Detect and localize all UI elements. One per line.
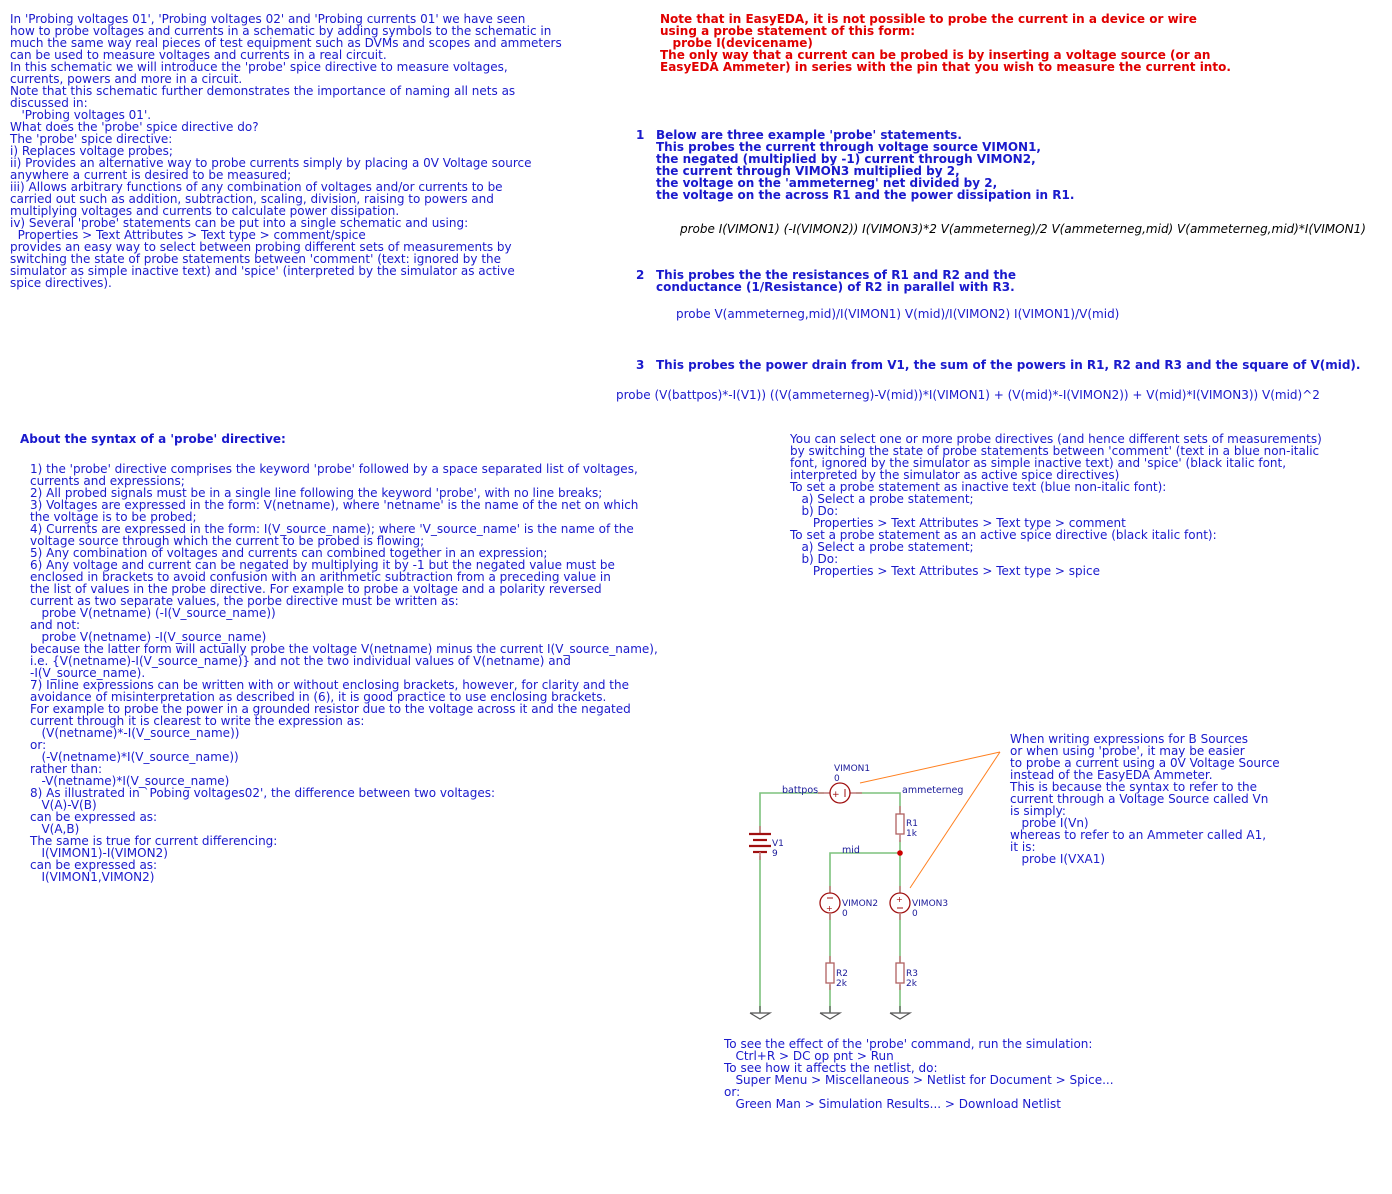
- bsource-note-text[interactable]: [1010, 733, 1280, 865]
- syntax-line: (V(netname)*-I(V_source_name)): [30, 726, 240, 740]
- warning-text[interactable]: [660, 13, 1231, 73]
- intro-line: Properties > Text Attributes > Text type > comment/spice: [10, 228, 366, 242]
- syntax-line: (-V(netname)*I(V_source_name)): [30, 750, 239, 764]
- intro-line: currents, powers and more in a circuit.: [10, 72, 243, 86]
- intro-line: multiplying voltages and currents to calculate power dissipation.: [10, 204, 400, 218]
- battery-v1-icon: [749, 826, 771, 860]
- syntax-line: I(VIMON1,VIMON2): [30, 870, 155, 884]
- select-help-line: Properties > Text Attributes > Text type > comment: [790, 516, 1126, 530]
- example-1-line: the negated (multiplied by -1) current through VIMON2,: [656, 152, 1036, 166]
- run-help-line: Green Man > Simulation Results... > Download Netlist: [724, 1097, 1061, 1111]
- run-help-text[interactable]: [724, 1038, 1114, 1110]
- syntax-line: The same is true for current differencing:: [30, 834, 278, 848]
- syntax-line: V(A)-V(B): [30, 798, 97, 812]
- junction-mid: [897, 850, 903, 856]
- intro-line: how to probe voltages and currents in a schematic by adding symbols to the schematic in: [10, 24, 552, 38]
- net-label-ammeterneg: ammeterneg: [902, 785, 964, 796]
- intro-line: In this schematic we will introduce the 'probe' spice directive to measure voltages,: [10, 60, 508, 74]
- syntax-line: i.e. {V(netname)-I(V_source_name)} and not the two individual values of V(netname) and: [30, 654, 571, 668]
- bsource-note-line: is simply:: [1010, 804, 1066, 818]
- svg-text:+: +: [826, 904, 833, 913]
- syntax-line: -V(netname)*I(V_source_name): [30, 774, 230, 788]
- example-1-line: the voltage on the across R1 and the power dissipation in R1.: [656, 188, 1075, 202]
- syntax-line: enclosed in brackets to avoid confusion with an arithmetic subtraction from a preceding value in: [30, 570, 611, 584]
- select-help-line: interpreted by the simulator as active spice directives): [790, 468, 1120, 482]
- syntax-line: the list of values in the probe directive. For example to probe a voltage and a polarity reversed: [30, 582, 602, 596]
- syntax-line: current as two separate values, the porbe directive must be written as:: [30, 594, 459, 608]
- vimon3-value: 0: [912, 909, 918, 919]
- v1-name: V1: [772, 839, 784, 849]
- bsource-note-line: it is:: [1010, 840, 1036, 854]
- bsource-note-line: This is because the syntax to refer to the: [1010, 780, 1258, 794]
- voltage-source-vimon1-icon: [818, 783, 862, 803]
- run-help-line: or:: [724, 1085, 741, 1099]
- syntax-line: 7) Inline expressions can be written with or without enclosing brackets, however, for clarity and the: [30, 678, 629, 692]
- warning-line: using a probe statement of this form:: [660, 24, 916, 38]
- run-help-line: Ctrl+R > DC op pnt > Run: [724, 1049, 894, 1063]
- intro-line: iv) Several 'probe' statements can be put into a single schematic and using:: [10, 216, 469, 230]
- v1-value: 9: [772, 849, 778, 859]
- example-1-number: 1: [636, 128, 645, 142]
- syntax-line: because the latter form will actually probe the voltage V(netname) minus the current I(V_source_name),: [30, 642, 658, 656]
- syntax-text[interactable]: [30, 463, 658, 883]
- intro-text[interactable]: [10, 13, 562, 289]
- example-1-line: the current through VIMON3 multiplied by 2,: [656, 164, 960, 178]
- intro-line: ii) Provides an alternative way to probe currents simply by placing a 0V Voltage source: [10, 156, 532, 170]
- net-label-battpos: battpos: [782, 785, 819, 796]
- syntax-line: -I(V_source_name).: [30, 666, 146, 680]
- warning-line: Note that in EasyEDA, it is not possible to probe the current in a device or wire: [660, 12, 1197, 26]
- resistor-r1-icon: [896, 806, 904, 842]
- vimon1-name: VIMON1: [834, 764, 871, 774]
- syntax-line: rather than:: [30, 762, 103, 776]
- net-label-mid: mid: [842, 845, 860, 856]
- r1-value: 1k: [906, 829, 917, 839]
- r3-name: R3: [906, 969, 918, 979]
- syntax-line: 6) Any voltage and current can be negated by multiplying it by -1 but the negated value must be: [30, 558, 615, 572]
- intro-line: much the same way real pieces of test equipment such as DVMs and scopes and ammeters: [10, 36, 562, 50]
- intro-line: provides an easy way to select between probing different sets of measurements by: [10, 240, 512, 254]
- example-2-line: conductance (1/Resistance) of R2 in parallel with R3.: [656, 280, 1015, 294]
- syntax-line: V(A,B): [30, 822, 80, 836]
- syntax-line: and not:: [30, 618, 81, 632]
- warning-line: probe I(devicename): [660, 36, 813, 50]
- resistor-r2-icon: [826, 956, 834, 990]
- voltage-source-vimon3-icon: [890, 886, 910, 920]
- intro-line: carried out such as addition, subtraction, scaling, division, raising to powers and: [10, 192, 494, 206]
- bsource-note-line: or when using 'probe', it may be easier: [1010, 744, 1245, 758]
- intro-line: Note that this schematic further demonstrates the importance of naming all nets as: [10, 84, 516, 98]
- syntax-line: or:: [30, 738, 47, 752]
- syntax-line: probe V(netname) -I(V_source_name): [30, 630, 267, 644]
- select-help-line: Properties > Text Attributes > Text type > spice: [790, 564, 1100, 578]
- intro-line: 'Probing voltages 01'.: [10, 108, 152, 122]
- bsource-note-line: probe I(VXA1): [1010, 852, 1106, 866]
- syntax-line: can be expressed as:: [30, 810, 158, 824]
- resistor-r3-icon: [896, 956, 904, 990]
- select-help-text[interactable]: [790, 433, 1322, 577]
- voltage-source-vimon2-icon: [820, 886, 840, 920]
- syntax-line: voltage source through which the current to be probed is flowing;: [30, 534, 425, 548]
- vimon2-value: 0: [842, 909, 848, 919]
- bsource-note-line: probe I(Vn): [1010, 816, 1089, 830]
- syntax-line: 8) As illustrated in `Pobing voltages02', the difference between two voltages:: [30, 786, 496, 800]
- vimon3-name: VIMON3: [912, 899, 949, 909]
- intro-line: anywhere a current is desired to be measured;: [10, 168, 292, 182]
- select-help-line: b) Do:: [790, 504, 839, 518]
- intro-line: simulator as simple inactive text) and 'spice' (interpreted by the simulator as active: [10, 264, 515, 278]
- syntax-line: the voltage is to be probed;: [30, 510, 197, 524]
- syntax-line: 1) the 'probe' directive comprises the keyword 'probe' followed by a space separated list of voltages,: [30, 462, 638, 476]
- example-3-description[interactable]: [656, 359, 1360, 371]
- syntax-line: can be expressed as:: [30, 858, 158, 872]
- intro-line: iii) Allows arbitrary functions of any combination of voltages and/or currents to be: [10, 180, 503, 194]
- example-1-description[interactable]: [656, 129, 1074, 201]
- select-help-line: font, ignored by the simulator as simple inactive text) and 'spice' (black italic font,: [790, 456, 1287, 470]
- syntax-line: I(VIMON1)-I(VIMON2): [30, 846, 168, 860]
- syntax-line: current through it is clearest to write the expression as:: [30, 714, 365, 728]
- select-help-line: a) Select a probe statement;: [790, 492, 974, 506]
- run-help-line: Super Menu > Miscellaneous > Netlist for Document > Spice...: [724, 1073, 1114, 1087]
- select-help-line: To set a probe statement as inactive text (blue non-italic font):: [790, 480, 1167, 494]
- select-help-line: You can select one or more probe directives (and hence different sets of measurements): [790, 432, 1322, 446]
- wires: [760, 793, 900, 1012]
- example-2-description[interactable]: [656, 269, 1016, 293]
- syntax-line: 5) Any combination of voltages and currents can combined together in an expression;: [30, 546, 548, 560]
- syntax-line: 2) All probed signals must be in a single line following the keyword 'probe', with no line breaks;: [30, 486, 603, 500]
- svg-text:+: +: [896, 895, 903, 904]
- intro-line: i) Replaces voltage probes;: [10, 144, 173, 158]
- svg-text:+: +: [832, 790, 840, 800]
- bsource-note-line: instead of the EasyEDA Ammeter.: [1010, 768, 1213, 782]
- bsource-note-line: current through a Voltage Source called Vn: [1010, 792, 1269, 806]
- intro-line: discussed in:: [10, 96, 88, 110]
- example-3-line: This probes the power drain from V1, the sum of the powers in R1, R2 and R3 and the square of V(mid).: [656, 358, 1361, 372]
- example-1-line: This probes the current through voltage source VIMON1,: [656, 140, 1041, 154]
- run-help-line: To see the effect of the 'probe' command, run the simulation:: [724, 1037, 1093, 1051]
- select-help-line: by switching the state of probe statements between 'comment' (text in a blue non-italic: [790, 444, 1320, 458]
- syntax-line: 4) Currents are expressed in the form: I(V_source_name); where 'V_source_name' is the name of the: [30, 522, 634, 536]
- syntax-line: currents and expressions;: [30, 474, 185, 488]
- syntax-line: avoidance of misinterpretation as described in (6), it is good practice to use enclosing brackets.: [30, 690, 607, 704]
- vimon1-value: 0: [834, 774, 840, 784]
- intro-line: can be used to measure voltages and currents in a real circuit.: [10, 48, 387, 62]
- bsource-note-line: whereas to refer to an Ammeter called A1,: [1010, 828, 1267, 842]
- r2-value: 2k: [836, 979, 847, 989]
- r2-name: R2: [836, 969, 848, 979]
- example-1-probe-statement[interactable]: probe I(VIMON1) (-I(VIMON2)) I(VIMON3)*2 V(ammeterneg)/2 V(ammeterneg,mid) V(ammeterneg,mid)*I(VIMON1): [680, 222, 1366, 236]
- syntax-line: probe V(netname) (-I(V_source_name)): [30, 606, 276, 620]
- annotation-lines: [860, 752, 1000, 888]
- intro-line: In 'Probing voltages 01', 'Probing voltages 02' and 'Probing currents 01' we have seen: [10, 12, 526, 26]
- example-1-line: the voltage on the 'ammeterneg' net divided by 2,: [656, 176, 998, 190]
- intro-line: spice directives).: [10, 276, 112, 290]
- intro-line: What does the 'probe' spice directive do?: [10, 120, 259, 134]
- intro-line: switching the state of probe statements between 'comment' (text: ignored by the: [10, 252, 502, 266]
- example-3-probe-statement[interactable]: probe (V(battpos)*-I(V1)) ((V(ammeterneg)-V(mid))*I(VIMON1) + (V(mid)*-I(VIMON2)) + V(mid)*I(VIMON3)) V(mid)^2: [616, 388, 1320, 402]
- warning-line: EasyEDA Ammeter) in series with the pin that you wish to measure the current into.: [660, 60, 1231, 74]
- run-help-line: To see how it affects the netlist, do:: [724, 1061, 938, 1075]
- bsource-note-line: When writing expressions for B Sources: [1010, 732, 1249, 746]
- ground-icon: [750, 1006, 910, 1019]
- example-2-probe-statement[interactable]: probe V(ammeterneg,mid)/I(VIMON1) V(mid)/I(VIMON2) I(VIMON1)/V(mid): [676, 307, 1120, 321]
- example-2-line: This probes the the resistances of R1 and R2 and the: [656, 268, 1016, 282]
- intro-line: The 'probe' spice directive:: [10, 132, 173, 146]
- select-help-line: To set a probe statement as an active spice directive (black italic font):: [790, 528, 1217, 542]
- r3-value: 2k: [906, 979, 917, 989]
- select-help-line: b) Do:: [790, 552, 839, 566]
- example-1-line: Below are three example 'probe' statements.: [656, 128, 962, 142]
- select-help-line: a) Select a probe statement;: [790, 540, 974, 554]
- syntax-heading[interactable]: About the syntax of a 'probe' directive:: [20, 432, 286, 446]
- syntax-line: For example to probe the power in a grounded resistor due to the voltage across it and the negated: [30, 702, 631, 716]
- r1-name: R1: [906, 819, 918, 829]
- example-3-number: 3: [636, 358, 645, 372]
- warning-line: The only way that a current can be probed is by inserting a voltage source (or an: [660, 48, 1211, 62]
- example-2-number: 2: [636, 268, 645, 282]
- syntax-line: 3) Voltages are expressed in the form: V(netname), where 'netname' is the name of the net on which: [30, 498, 639, 512]
- vimon2-name: VIMON2: [842, 899, 879, 909]
- bsource-note-line: to probe a current using a 0V Voltage Source: [1010, 756, 1280, 770]
